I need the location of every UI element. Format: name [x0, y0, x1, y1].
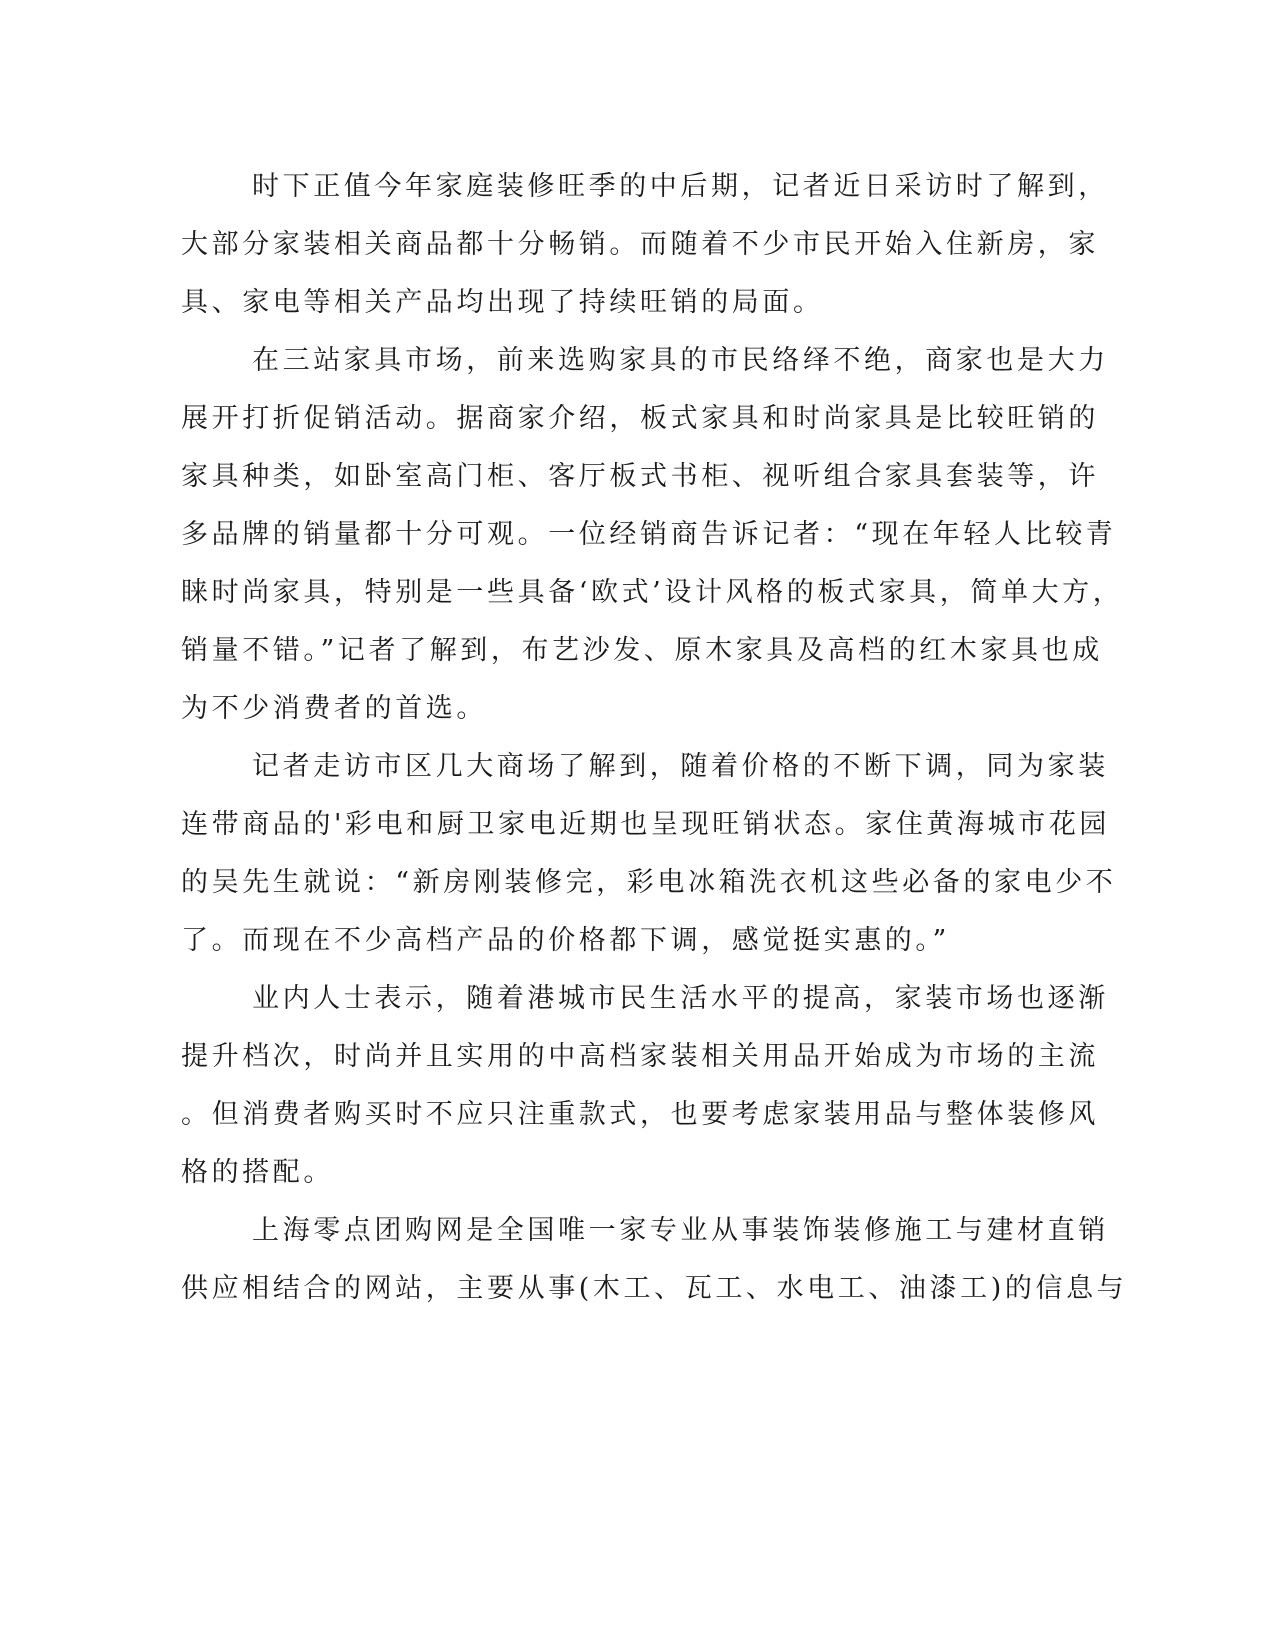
text-line: 销量不错。”记者了解到，布艺沙发、原木家具及高档的红木家具也成: [181, 635, 1103, 666]
paragraph-5: [181, 1202, 1128, 1318]
text-line: 业内人士表示，随着港城市民生活水平的提高，家装市场也逐渐: [252, 983, 1109, 1014]
text-line: 展开打折促销活动。据商家介绍，板式家具和时尚家具是比较旺销的: [181, 403, 1099, 434]
text-line: 家具种类，如卧室高门柜、客厅板式书柜、视听组合家具套装等，许: [181, 461, 1099, 492]
text-line: 连带商品的'彩电和厨卫家电近期也呈现旺销状态。家住黄海城市花园: [181, 809, 1111, 840]
text-line: 格的搭配。: [181, 1157, 334, 1188]
text-line: 。但消费者购买时不应只注重款式，也要考虑家装用品与整体装修风: [181, 1099, 1099, 1130]
text-line: 具、家电等相关产品均出现了持续旺销的局面。: [181, 287, 824, 318]
paragraph-3: [181, 738, 1117, 970]
text-line: 了。而现在不少高档产品的价格都下调，感觉挺实惠的。”: [181, 925, 950, 956]
text-line: 时下正值今年家庭装修旺季的中后期，记者近日采访时了解到，: [252, 171, 1109, 202]
text-line: 多品牌的销量都十分可观。一位经销商告诉记者：“现在年轻人比较青: [181, 519, 1117, 550]
paragraph-4: [181, 970, 1109, 1202]
text-line: 为不少消费者的首选。: [181, 693, 487, 724]
text-line: 在三站家具市场，前来选购家具的市民络绎不绝，商家也是大力: [252, 345, 1109, 376]
article-body: [181, 158, 1128, 1318]
text-line: 供应相结合的网站，主要从事(木工、瓦工、水电工、油漆工)的信息与: [181, 1273, 1128, 1304]
text-line: 大部分家装相关商品都十分畅销。而随着不少市民开始入住新房，家: [181, 229, 1099, 260]
text-line: 记者走访市区几大商场了解到，随着价格的不断下调，同为家装: [252, 751, 1109, 782]
text-line: 的吴先生就说：“新房刚装修完，彩电冰箱洗衣机这些必备的家电少不: [181, 867, 1117, 898]
text-line: 提升档次，时尚并且实用的中高档家装相关用品开始成为市场的主流: [181, 1041, 1099, 1072]
text-line: 睐时尚家具，特别是一些具备‘欧式’设计风格的板式家具，简单大方，: [181, 577, 1124, 608]
paragraph-2: [181, 332, 1124, 738]
text-line: 上海零点团购网是全国唯一家专业从事装饰装修施工与建材直销: [252, 1215, 1109, 1246]
paragraph-1: [181, 158, 1109, 332]
